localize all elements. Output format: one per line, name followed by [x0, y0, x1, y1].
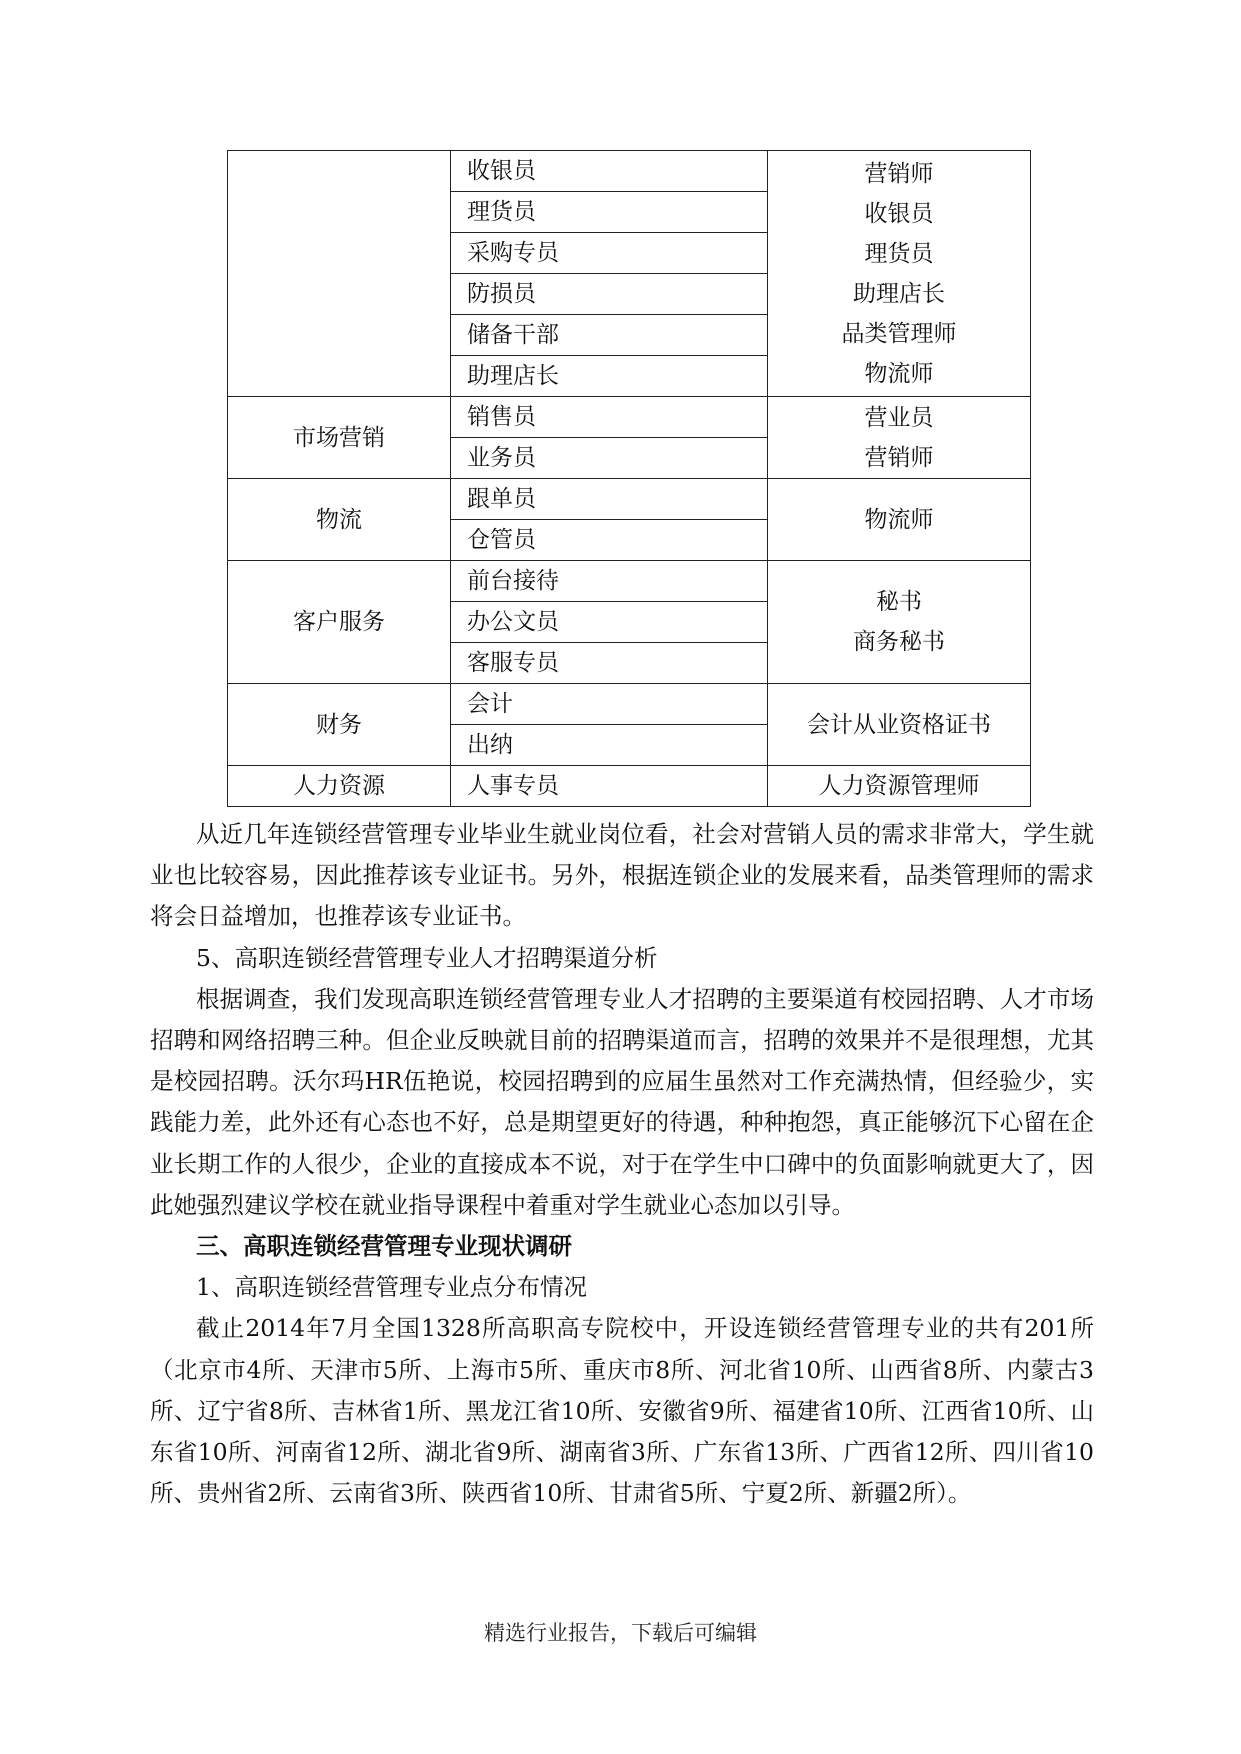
certificate-item: 营业员 [864, 404, 934, 431]
table-row [228, 397, 1031, 438]
job-certificate-table [227, 150, 1031, 807]
certificate-cell: 物流师 [768, 479, 1031, 561]
position-cell: 业务员 [451, 438, 768, 479]
table-row [228, 479, 1031, 520]
table-row [228, 684, 1031, 725]
paragraph-recommendation: 从近几年连锁经营管理专业毕业生就业岗位看，社会对营销人员的需求非常大，学生就业也比较容易，因此推荐该专业证书。另外，根据连锁企业的发展来看，品类管理师的需求将会日益增加，也推荐该专业证书。 [150, 820, 1094, 931]
position-cell: 理货员 [451, 192, 768, 233]
position-cell: 储备干部 [451, 315, 768, 356]
certificate-item: 理货员 [864, 240, 934, 267]
table-row [228, 561, 1031, 602]
position-cell: 人事专员 [451, 766, 768, 807]
page-footer: 精选行业报告，下载后可编辑 [484, 1621, 757, 1645]
position-cell: 会计 [451, 684, 768, 725]
position-cell: 仓管员 [451, 520, 768, 561]
field-cell: 客户服务 [228, 561, 451, 684]
field-cell: 财务 [228, 684, 451, 766]
position-cell: 收银员 [451, 151, 768, 192]
certificate-item: 品类管理师 [841, 320, 957, 347]
certificate-item: 物流师 [864, 360, 934, 387]
field-cell: 人力资源 [228, 766, 451, 807]
position-cell: 采购专员 [451, 233, 768, 274]
body-text [150, 814, 1094, 1514]
certificate-item: 助理店长 [853, 280, 945, 307]
position-cell: 销售员 [451, 397, 768, 438]
paragraph-distribution: 截止2014年7月全国1328所高职高专院校中，开设连锁经营管理专业的共有201所（北京市4所、天津市5所、上海市5所、重庆市8所、河北省10所、山西省8所、内蒙古3所、辽宁省8所、吉林省1所、黑龙江省10所、安徽省9所、福建省10所、江西省10所、山东省10所、河南省12所、湖北省9所、湖南省3所、广东省13所、广西省12所、四川省10所、贵州省2所、云南省3所、陕西省10所、甘肃省5所、宁夏2所、新疆2所）。 [150, 1314, 1094, 1508]
paragraph-recruitment: 根据调查，我们发现高职连锁经营管理专业人才招聘的主要渠道有校园招聘、人才市场招聘和网络招聘三种。但企业反映就目前的招聘渠道而言，招聘的效果并不是很理想，尤其是校园招聘。沃尔玛HR伍艳说，校园招聘到的应届生虽然对工作充满热情，但经验少，实践能力差，此外还有心态也不好，总是期望更好的待遇，种种抱怨，真正能够沉下心留在企业长期工作的人很少，企业的直接成本不说，对于在学生中口碑中的负面影响就更大了，因此她强烈建议学校在就业指导课程中着重对学生就业心态加以引导。 [150, 984, 1094, 1219]
section-heading: 三、高职连锁经营管理专业现状调研 [196, 1232, 572, 1261]
certificate-item: 商务秘书 [853, 629, 945, 655]
field-cell: 市场营销 [228, 397, 451, 479]
position-cell: 出纳 [451, 725, 768, 766]
position-cell: 防损员 [451, 274, 768, 315]
field-cell [228, 151, 451, 397]
certificate-item: 营销师 [864, 444, 934, 471]
certificate-item: 收银员 [864, 200, 934, 227]
certificate-cell [768, 151, 1031, 397]
certificate-cell [768, 561, 1031, 684]
position-cell: 前台接待 [451, 561, 768, 602]
position-cell: 办公文员 [451, 602, 768, 643]
position-cell: 跟单员 [451, 479, 768, 520]
certificate-item: 营销师 [864, 160, 934, 187]
certificate-cell [768, 397, 1031, 479]
position-cell: 客服专员 [451, 643, 768, 684]
subheading-recruitment-channels: 5、高职连锁经营管理专业人才招聘渠道分析 [196, 943, 658, 972]
table-row [228, 151, 1031, 192]
position-cell: 助理店长 [451, 356, 768, 397]
certificate-cell: 人力资源管理师 [768, 766, 1031, 807]
subheading-distribution: 1、高职连锁经营管理专业点分布情况 [196, 1273, 587, 1302]
table-row [228, 766, 1031, 807]
certificate-cell: 会计从业资格证书 [768, 684, 1031, 766]
field-cell: 物流 [228, 479, 451, 561]
certificate-item: 秘书 [876, 589, 922, 615]
